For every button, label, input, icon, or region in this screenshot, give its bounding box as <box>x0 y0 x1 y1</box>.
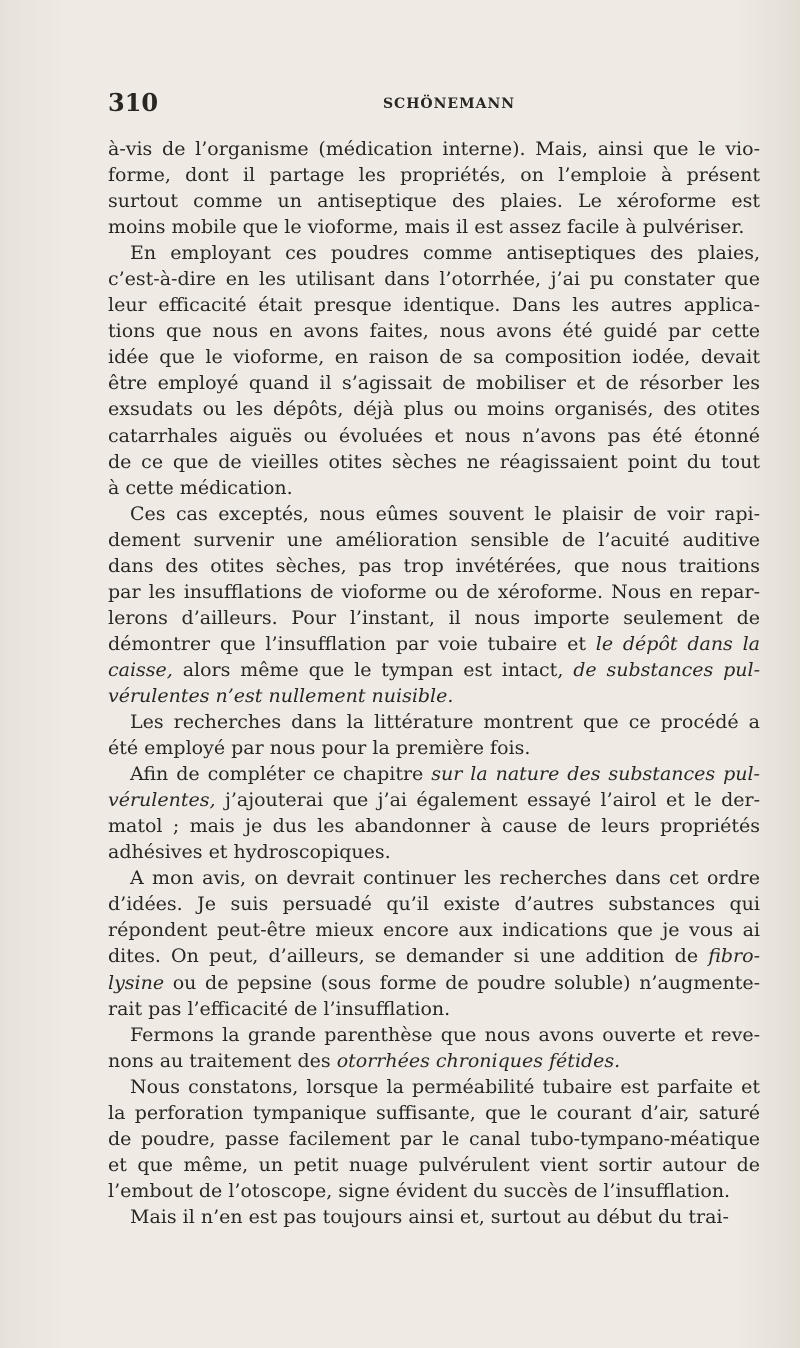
paragraph <box>108 1204 760 1230</box>
text-segment: alors même que le tympan est intact, <box>172 658 574 681</box>
text-line <box>108 1074 760 1100</box>
text-segment: répondent peut-être mieux encore aux indications que je vous ai <box>108 919 760 942</box>
text-segment: de poudre, passe facilement par le canal tubo-tympano-méatique <box>108 1127 760 1150</box>
text-line <box>108 396 760 422</box>
text-line <box>108 162 760 188</box>
text-segment: lerons d’ailleurs. Pour l’instant, il nous importe seulement de <box>108 606 760 629</box>
text-segment: forme, dont il partage les propriétés, on l’emploie à présent <box>108 164 760 187</box>
text-segment: ou de pepsine (sous forme de poudre soluble) n’augmente- <box>164 971 760 994</box>
text-line <box>108 657 760 683</box>
italic-text: lysine <box>108 971 165 994</box>
text-line <box>108 1100 760 1126</box>
text-line <box>108 318 760 344</box>
text-line <box>108 813 760 839</box>
text-line <box>108 214 760 240</box>
text-line <box>108 501 760 527</box>
italic-text: vérulentes, <box>108 789 216 812</box>
text-line <box>108 1178 760 1204</box>
text-line <box>108 865 760 891</box>
text-segment: tions que nous en avons faites, nous avons été guidé par cette <box>108 320 760 343</box>
text-line <box>108 605 760 631</box>
text-segment: rait pas l’efficacité de l’insufflation. <box>108 997 451 1020</box>
text-segment: et que même, un petit nuage pulvérulent vient sortir autour de <box>108 1153 760 1176</box>
text-line <box>108 917 760 943</box>
text-segment: Les recherches dans la littérature montrent que ce procédé a <box>130 711 760 734</box>
running-head: SCHÖNEMANN <box>382 96 516 112</box>
text-segment: démontrer que l’insufflation par voie tubaire et <box>108 632 596 655</box>
text-line <box>108 188 760 214</box>
text-line <box>108 527 760 553</box>
text-line <box>108 1048 760 1074</box>
text-segment: catarrhales aiguës ou évoluées et nous n’avons pas été étonné <box>108 424 760 447</box>
text-line <box>108 1022 760 1048</box>
text-segment: idée que le vioforme, en raison de sa composition iodée, devait <box>108 346 760 369</box>
text-segment: de ce que de vieilles otites sèches ne réagissaient point du tout <box>108 450 760 473</box>
text-line <box>108 579 760 605</box>
paragraph <box>108 709 760 761</box>
text-line <box>108 761 760 787</box>
text-line <box>108 423 760 449</box>
text-segment: exsudats ou les dépôts, déjà plus ou moins organisés, des otites <box>108 398 760 421</box>
page-number: 310 <box>108 88 159 117</box>
text-segment: d’idées. Je suis persuadé qu’il existe d’autres substances qui <box>108 893 760 916</box>
text-segment: Fermons la grande parenthèse que nous avons ouverte et reve- <box>130 1023 760 1046</box>
paragraph <box>108 240 760 500</box>
text-line <box>108 891 760 917</box>
text-segment: à cette médication. <box>108 476 293 499</box>
text-segment: dement survenir une amélioration sensible de l’acuité auditive <box>108 528 760 551</box>
text-segment: à-vis de l’organisme (médication interne). Mais, ainsi que le vio- <box>108 138 760 160</box>
text-line <box>108 240 760 266</box>
italic-text: otorrhées chroniques fétides. <box>336 1049 621 1072</box>
italic-text: caisse, <box>108 658 173 681</box>
text-line <box>108 970 760 996</box>
text-line <box>108 553 760 579</box>
text-line <box>108 1126 760 1152</box>
paragraph <box>108 1074 760 1204</box>
paragraph <box>108 865 760 1021</box>
text-line <box>108 631 760 657</box>
paragraph <box>108 761 760 865</box>
italic-text: de substances pul- <box>573 658 760 681</box>
text-line <box>108 683 760 709</box>
text-line <box>108 266 760 292</box>
text-segment: A mon avis, on devrait continuer les recherches dans cet ordre <box>130 867 760 890</box>
text-segment: nons au traitement des <box>108 1049 337 1072</box>
text-line <box>108 996 760 1022</box>
text-segment: c’est-à-dire en les utilisant dans l’otorrhée, j’ai pu constater que <box>108 268 760 291</box>
text-segment: par les insufflations de vioforme ou de xéroforme. Nous en repar- <box>108 580 760 603</box>
text-segment: Nous constatons, lorsque la perméabilité tubaire est parfaite et <box>130 1075 760 1098</box>
paragraph <box>108 501 760 709</box>
page-header <box>108 88 760 122</box>
text-segment: dites. On peut, d’ailleurs, se demander si une addition de <box>108 945 709 968</box>
text-line <box>108 1204 760 1230</box>
text-segment: dans des otites sèches, pas trop invétérées, que nous traitions <box>108 554 760 577</box>
paragraph <box>108 136 760 240</box>
text-segment: être employé quand il s’agissait de mobiliser et de résorber les <box>108 372 760 395</box>
italic-text: fibro- <box>708 945 760 968</box>
text-segment: Afin de compléter ce chapitre <box>130 763 432 786</box>
italic-text: sur la nature des substances pul- <box>431 763 760 786</box>
text-segment: l’embout de l’otoscope, signe évident du succès de l’insufflation. <box>108 1179 731 1202</box>
text-segment: la perforation tympanique suffisante, que le courant d’air, saturé <box>108 1101 760 1124</box>
text-line <box>108 787 760 813</box>
text-segment: surtout comme un antiseptique des plaies. Le xéroforme est <box>108 190 760 213</box>
italic-text: vérulentes n’est nullement nuisible. <box>108 684 454 707</box>
text-segment: été employé par nous pour la première fois. <box>108 737 531 760</box>
text-segment: matol ; mais je dus les abandonner à cause de leurs propriétés <box>108 815 760 838</box>
text-segment: leur efficacité était presque identique. Dans les autres applica- <box>108 294 760 317</box>
text-line <box>108 449 760 475</box>
text-line <box>108 709 760 735</box>
text-line <box>108 344 760 370</box>
italic-text: le dépôt dans la <box>595 632 761 655</box>
text-segment: En employant ces poudres comme antiseptiques des plaies, <box>130 242 760 265</box>
text-line <box>108 943 760 969</box>
text-line <box>108 1152 760 1178</box>
text-segment: adhésives et hydroscopiques. <box>108 841 391 864</box>
text-segment: j’ajouterai que j’ai également essayé l’airol et le der- <box>215 789 760 812</box>
text-segment: Mais il n’en est pas toujours ainsi et, surtout au début du trai- <box>130 1205 729 1228</box>
text-line <box>108 292 760 318</box>
body-text <box>108 136 760 1230</box>
text-line <box>108 839 760 865</box>
text-segment: moins mobile que le vioforme, mais il est assez facile à pulvériser. <box>108 216 745 239</box>
text-line <box>108 136 760 162</box>
text-segment: Ces cas exceptés, nous eûmes souvent le plaisir de voir rapi- <box>130 502 760 525</box>
text-line <box>108 475 760 501</box>
text-line <box>108 370 760 396</box>
paragraph <box>108 1022 760 1074</box>
text-line <box>108 735 760 761</box>
